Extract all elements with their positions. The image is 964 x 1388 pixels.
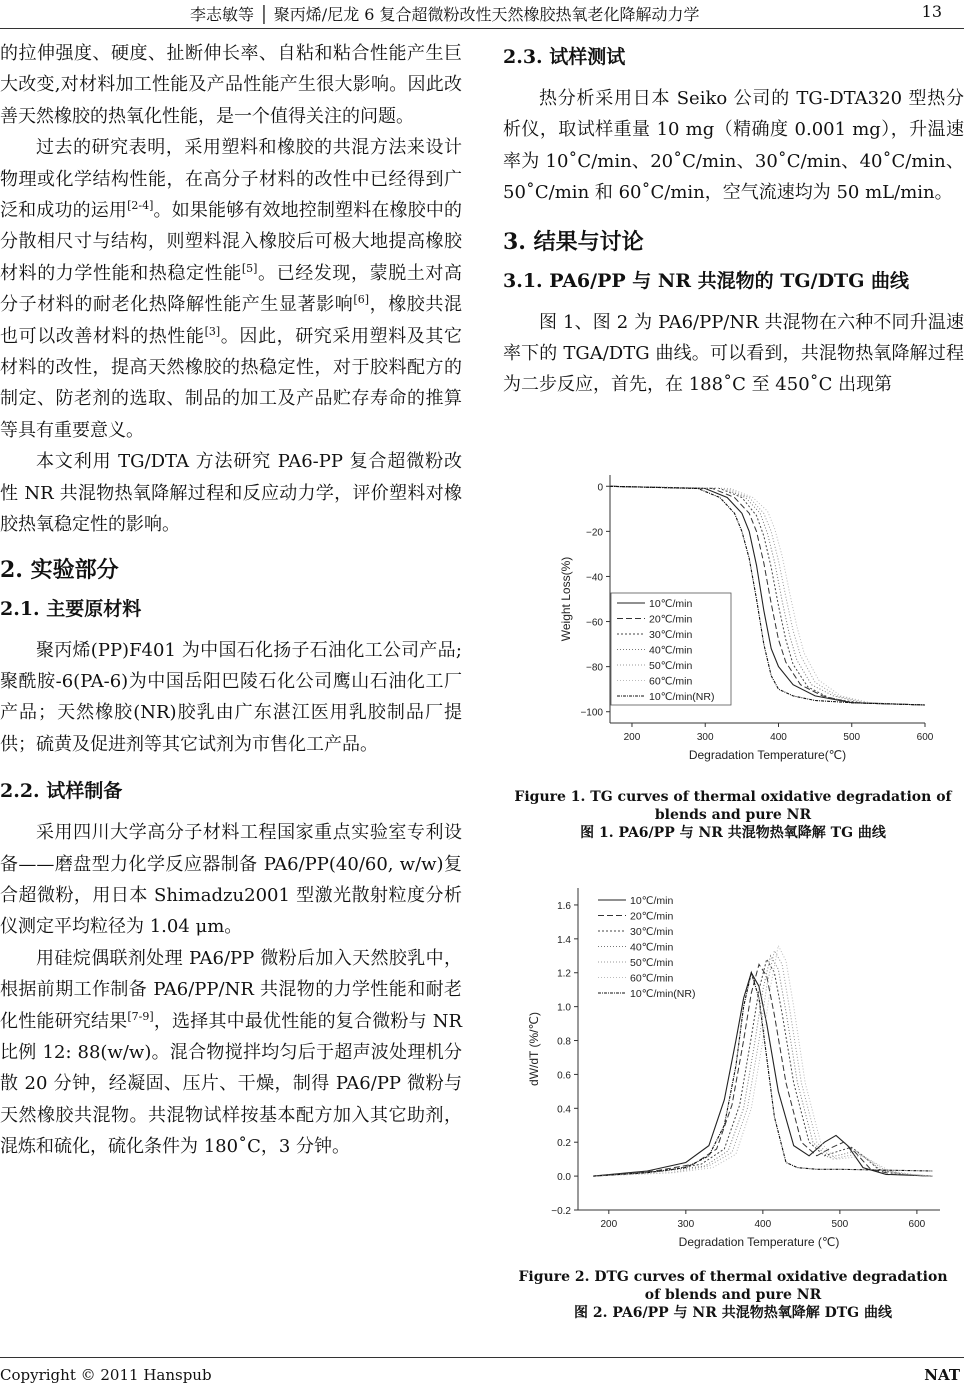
- y-axis-label: Weight Loss(%): [559, 556, 573, 642]
- y-tick-label: 0: [597, 482, 603, 494]
- section-heading: 2. 实验部分: [0, 556, 119, 583]
- legend-label: 30℃/min: [630, 926, 674, 938]
- legend-label: 10℃/min: [630, 895, 674, 907]
- x-tick-label: 500: [843, 732, 861, 743]
- x-tick-label: 200: [623, 732, 641, 743]
- figure-1-caption: [513, 788, 953, 842]
- paragraph: 用硅烷偶联剂处理 PA6/PP 微粉后加入天然胶乳中，根据前期工作制备 PA6/PP/NR 共混物的力学性能和耐老化性能研究结果[7-9]，选择其中最优性能的复合微粉与 NR 比例 12: 88(w/w)。混合物搅拌均匀后于超声波处理机分散 20 分钟，经凝固、压片、干燥，制得 PA6/PP 微粉与天然橡胶共混物。共混物试样按基本配方加入其它助剂，混炼和硫化，硫化条件为 180˚C，3 分钟。: [0, 947, 463, 1158]
- right-column: [503, 38, 964, 401]
- citation: [6]: [353, 293, 369, 307]
- y-tick-label: 0.8: [557, 1036, 571, 1048]
- legend-label: 10℃/min(NR): [649, 691, 715, 703]
- legend-label: 50℃/min: [649, 660, 693, 672]
- legend-label: 40℃/min: [630, 941, 674, 954]
- y-tick-label: 1.2: [557, 968, 571, 980]
- running-header: [0, 0, 964, 29]
- series-line-0: [593, 973, 932, 1176]
- legend-label: 10℃/min: [649, 598, 693, 610]
- paragraph: 过去的研究表明，采用塑料和橡胶的共混方法来设计物理或化学结构性能，在高分子材料的改性中已经得到广泛和成功的运用[2-4]。如果能够有效地控制塑料在橡胶中的分散相尺寸与结构，则塑料混入橡胶后可极大地提高橡胶材料的力学性能和热稳定性能[5]。已经发现，蒙脱土对高分子材料的耐老化热降解性能产生显著影响[6]，橡胶共混也可以改善材料的热性能[3]。因此，研究采用塑料及其它材料的改性，提高天然橡胶的热稳定性，对于胶料配方的制定、防老剂的选取、制品的加工及产品贮存寿命的推算等具有重要意义。: [0, 137, 463, 441]
- running-title: 李志敏等 │ 聚丙烯/尼龙 6 复合超微粉改性天然橡胶热氧老化降解动力学: [190, 5, 700, 24]
- x-tick-label: 500: [831, 1219, 849, 1230]
- x-tick-label: 600: [908, 1219, 926, 1230]
- journal-abbrev: NAT: [924, 1366, 960, 1384]
- series-line-4: [593, 951, 932, 1176]
- x-axis-label: Degradation Temperature(℃): [688, 748, 847, 762]
- paragraph: 图 1、图 2 为 PA6/PP/NR 共混物在六种不同升温速率下的 TGA/DTG 曲线。可以看到，共混物热氧降解过程为二步反应，首先，在 188˚C 至 450˚C 出现第: [503, 311, 964, 396]
- subsection-heading: 2.2. 试样制备: [0, 780, 123, 803]
- page-footer: [0, 1357, 964, 1388]
- figure-1-caption-en: Figure 1. TG curves of thermal oxidative degradation of blends and pure NR: [514, 789, 952, 823]
- citation: [5]: [241, 261, 258, 275]
- legend-label: 60℃/min: [630, 972, 674, 985]
- figure-2-dtg-chart: [520, 878, 950, 1258]
- paragraph: 采用四川大学高分子材料工程国家重点实验室专利设备——磨盘型力化学反应器制备 PA6/PP(40/60, w/w)复合超微粉，用日本 Shimadzu2001 型激光散射粒度分析仪测定平均粒径为 1.04 μm。: [0, 822, 462, 938]
- legend-label: 60℃/min: [649, 675, 693, 688]
- figure-2-caption: [513, 1268, 953, 1322]
- figure-1-caption-cn: 图 1. PA6/PP 与 NR 共混物热氧降解 TG 曲线: [580, 825, 886, 841]
- citation: [2-4]: [127, 199, 154, 213]
- legend-label: 10℃/min(NR): [630, 988, 696, 1000]
- left-column: [0, 38, 462, 1163]
- x-tick-label: 600: [916, 732, 934, 743]
- figure-2-caption-cn: 图 2. PA6/PP 与 NR 共混物热氧降解 DTG 曲线: [574, 1305, 892, 1321]
- y-tick-label: 1.4: [557, 934, 571, 946]
- paragraph: 聚丙烯(PP)F401 为中国石化扬子石油化工公司产品;聚酰胺-6(PA-6)为中国岳阳巴陵石化公司鹰山石油化工厂产品；天然橡胶(NR)胶乳由广东湛江医用乳胶制品厂提供；硫黄及促进剂等其它试剂为市售化工产品。: [0, 639, 462, 755]
- page-number: 13: [921, 2, 942, 21]
- x-tick-label: 400: [770, 732, 787, 743]
- y-tick-label: −80: [586, 662, 603, 674]
- figure-1-tg-chart: [525, 465, 950, 780]
- y-tick-label: 0.0: [557, 1172, 571, 1184]
- y-tick-label: 0.2: [557, 1138, 571, 1150]
- y-tick-label: 1.0: [557, 1002, 571, 1014]
- x-tick-label: 400: [754, 1219, 772, 1230]
- copyright: Copyright © 2011 Hanspub: [0, 1366, 212, 1384]
- x-axis-label: Degradation Temperature (℃): [678, 1235, 840, 1249]
- x-tick-label: 300: [677, 1219, 695, 1230]
- y-tick-label: −20: [586, 527, 603, 539]
- y-tick-label: 1.6: [557, 900, 571, 912]
- section-heading: 3. 结果与讨论: [503, 228, 644, 255]
- y-tick-label: 0.6: [557, 1070, 571, 1082]
- x-tick-label: 200: [600, 1219, 618, 1230]
- y-tick-label: 0.4: [557, 1104, 571, 1116]
- citation: [7-9]: [127, 1009, 154, 1023]
- legend-label: 50℃/min: [630, 957, 674, 969]
- y-tick-label: −100: [580, 707, 603, 719]
- y-tick-label: −40: [586, 572, 603, 584]
- legend-label: 20℃/min: [649, 613, 693, 626]
- legend-label: 30℃/min: [649, 629, 693, 641]
- x-tick-label: 300: [696, 732, 714, 743]
- y-axis-label: dW/dT (%/℃): [527, 1012, 541, 1086]
- paragraph: 热分析采用日本 Seiko 公司的 TG-DTA320 型热分析仪，取试样重量 10 mg（精确度 0.001 mg），升温速率为 10˚C/min、20˚C/min、30˚C/min、40˚C/min、50˚C/min 和 60˚C/min，空气流速均为 50 mL/min。: [503, 88, 964, 204]
- legend-label: 40℃/min: [649, 644, 693, 657]
- legend-label: 20℃/min: [630, 910, 674, 923]
- figure-2-caption-en: Figure 2. DTG curves of thermal oxidative degradation of blends and pure NR: [518, 1269, 948, 1303]
- y-tick-label: −0.2: [551, 1206, 571, 1217]
- subsection-heading: 2.3. 试样测试: [503, 46, 626, 68]
- subsection-heading: 2.1. 主要原材料: [0, 597, 142, 620]
- paragraph: 的拉伸强度、硬度、扯断伸长率、自粘和粘合性能产生巨大改变,对材料加工性能及产品性能产生很大影响。因此改善天然橡胶的热氧化性能，是一个值得关注的问题。: [0, 43, 462, 127]
- paragraph: 本文利用 TG/DTA 方法研究 PA6-PP 复合超微粉改性 NR 共混物热氧降解过程和反应动力学，评价塑料对橡胶热氧稳定性的影响。: [0, 451, 462, 536]
- citation: [3]: [204, 324, 221, 338]
- y-tick-label: −60: [586, 617, 603, 629]
- subsection-heading: 3.1. PA6/PP 与 NR 共混物的 TG/DTG 曲线: [503, 269, 910, 292]
